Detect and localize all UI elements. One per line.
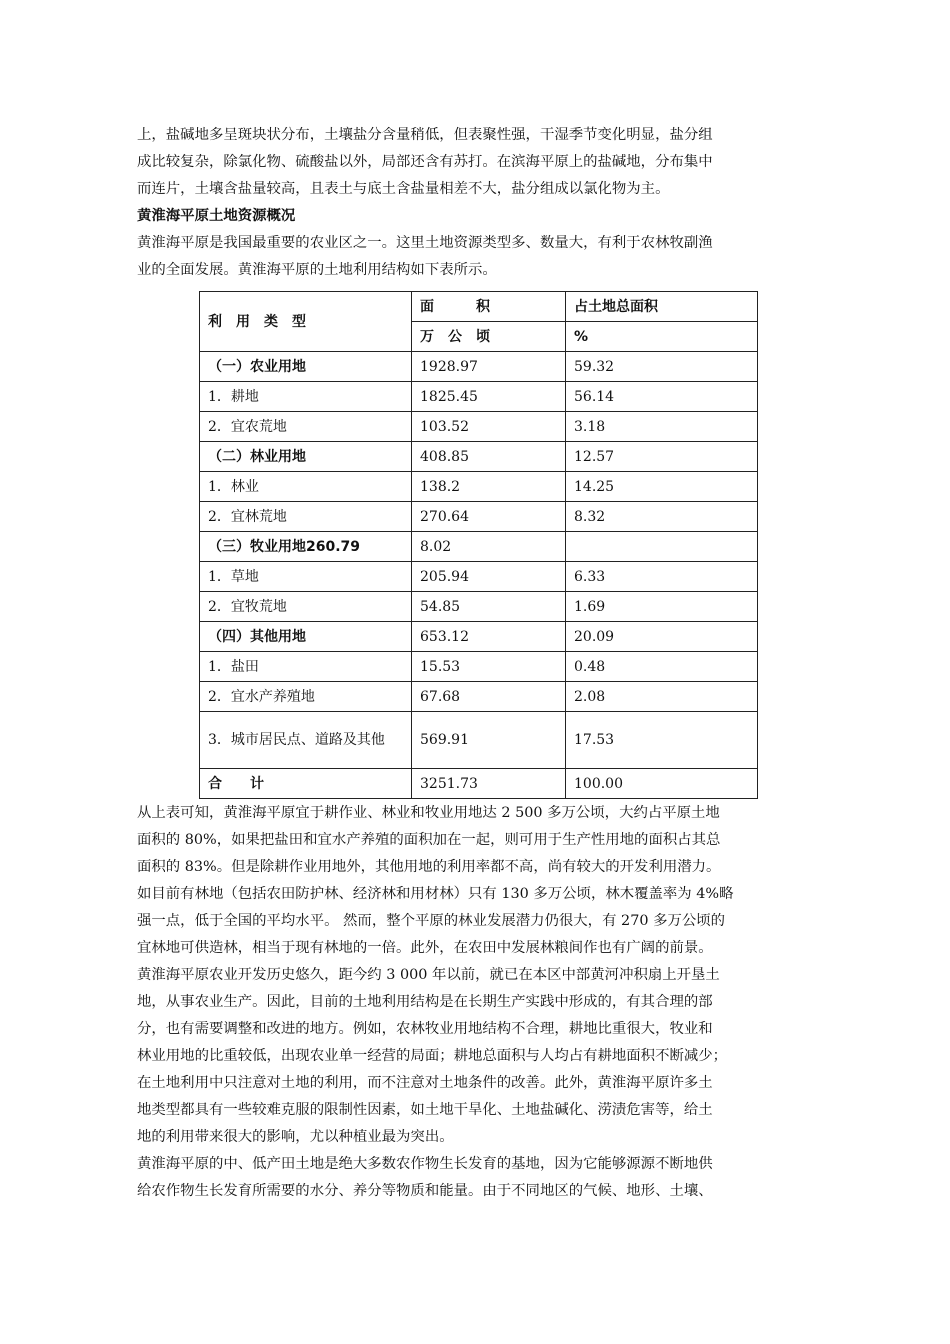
table-row (200, 562, 758, 592)
text-line: 宜林地可供造林，相当于现有林地的一倍。此外，在农田中发展林粮间作也有广阔的前景。 (137, 940, 713, 956)
text-line: 林业用地的比重较低，出现农业单一经营的局面；耕地总面积与人均占有耕地面积不断减少； (137, 1048, 728, 1064)
text-line: 成比较复杂，除氯化物、硫酸盐以外，局部还含有苏打。在滨海平原上的盐碱地，分布集中 (137, 154, 713, 170)
row-area: 205.94 (412, 562, 566, 592)
row-label: 2．宜水产养殖地 (200, 682, 412, 712)
text-line: 面积的 83%。但是除耕作业用地外，其他用地的利用率都不高，尚有较大的开发利用潜力。 (137, 859, 721, 875)
header-share: 占土地总面积 (566, 292, 758, 322)
row-label: （二）林业用地 (200, 442, 412, 472)
text-line: 从上表可知，黄淮海平原宜于耕作业、林业和牧业用地达 2 500 多万公顷，大约占平原土地 (137, 805, 720, 821)
text-line: 分，也有需要调整和改进的地方。例如，农林牧业用地结构不合理，耕地比重很大，牧业和 (137, 1021, 713, 1037)
row-area: 1928.97 (412, 352, 566, 382)
row-share: 6.33 (566, 562, 758, 592)
row-label: 1．林业 (200, 472, 412, 502)
text-line: 地，从事农业生产。因此，目前的土地利用结构是在长期生产实践中形成的，有其合理的部 (137, 994, 713, 1010)
row-area: 270.64 (412, 502, 566, 532)
text-line: 黄淮海平原的中、低产田土地是绝大多数农作物生长发育的基地，因为它能够源源不断地供 (137, 1156, 713, 1172)
header-type: 利 用 类 型 (200, 292, 412, 352)
row-share: 14.25 (566, 472, 758, 502)
row-area: 138.2 (412, 472, 566, 502)
text-line: 而连片，土壤含盐量较高，且表土与底土含盐量相差不大，盐分组成以氯化物为主。 (137, 181, 670, 197)
row-share: 0.48 (566, 652, 758, 682)
row-share: 17.53 (566, 712, 758, 769)
row-area: 15.53 (412, 652, 566, 682)
text-line: 黄淮海平原农业开发历史悠久，距今约 3 000 年以前，就已在本区中部黄河冲积扇上开垦土 (137, 967, 720, 983)
row-share: 20.09 (566, 622, 758, 652)
row-area: 103.52 (412, 412, 566, 442)
row-label: 2．宜牧荒地 (200, 592, 412, 622)
row-label: （一）农业用地 (200, 352, 412, 382)
table-row (200, 622, 758, 652)
row-area: 54.85 (412, 592, 566, 622)
row-area: 67.68 (412, 682, 566, 712)
header-share-unit: % (566, 322, 758, 352)
text-line: 在土地利用中只注意对土地的利用，而不注意对土地条件的改善。此外，黄淮海平原许多土 (137, 1075, 713, 1091)
header-area: 面 积 (412, 292, 566, 322)
table-row (200, 412, 758, 442)
row-share: 2.08 (566, 682, 758, 712)
table-row (200, 592, 758, 622)
text-line: 地类型都具有一些较难克服的限制性因素，如土地干旱化、土地盐碱化、涝渍危害等，给土 (137, 1102, 713, 1118)
total-area: 3251.73 (412, 769, 566, 799)
table-row (200, 472, 758, 502)
row-area: 569.91 (412, 712, 566, 769)
table-row (200, 352, 758, 382)
body-paragraphs (137, 800, 817, 1205)
row-label: 2．宜农荒地 (200, 412, 412, 442)
text-line: 上，盐碱地多呈斑块状分布，土壤盐分含量稍低，但表聚性强，干湿季节变化明显，盐分组 (137, 127, 713, 143)
total-label: 合 计 (200, 769, 412, 799)
row-label: （四）其他用地 (200, 622, 412, 652)
text-line: 黄淮海平原是我国最重要的农业区之一。这里土地资源类型多、数量大，有利于农林牧副渔 (137, 235, 713, 251)
row-area: 653.12 (412, 622, 566, 652)
row-share: 12.57 (566, 442, 758, 472)
text-line: 地的利用带来很大的影响，尤以种植业最为突出。 (137, 1129, 454, 1145)
text-line: 强一点，低于全国的平均水平。 然而，整个平原的林业发展潜力仍很大，有 270 多万公顷的 (137, 913, 726, 929)
section-heading: 黄淮海平原土地资源概况 (137, 208, 296, 224)
land-use-table (199, 291, 758, 799)
row-area: 408.85 (412, 442, 566, 472)
intro-paragraph (137, 122, 817, 284)
table-total-row (200, 769, 758, 799)
text-line: 如目前有林地（包括农田防护林、经济林和用材林）只有 130 多万公顷，林木覆盖率为 4%略 (137, 886, 734, 902)
table-row (200, 532, 758, 562)
row-label: 1．盐田 (200, 652, 412, 682)
table-row (200, 382, 758, 412)
row-label: 1．草地 (200, 562, 412, 592)
text-line: 面积的 80%，如果把盐田和宜水产养殖的面积加在一起，则可用于生产性用地的面积占其总 (137, 832, 721, 848)
table-row (200, 682, 758, 712)
row-share: 56.14 (566, 382, 758, 412)
row-label: 1．耕地 (200, 382, 412, 412)
header-area-unit: 万 公 顷 (412, 322, 566, 352)
row-share: 3.18 (566, 412, 758, 442)
table-row (200, 712, 758, 769)
row-share: 59.32 (566, 352, 758, 382)
row-area: 1825.45 (412, 382, 566, 412)
text-line: 给农作物生长发育所需要的水分、养分等物质和能量。由于不同地区的气候、地形、土壤、 (137, 1183, 713, 1199)
row-share: 8.32 (566, 502, 758, 532)
row-share (566, 532, 758, 562)
table-row (200, 502, 758, 532)
row-label: （三）牧业用地260.79 (200, 532, 412, 562)
total-share: 100.00 (566, 769, 758, 799)
table-row (200, 442, 758, 472)
row-share: 1.69 (566, 592, 758, 622)
row-label: 3．城市居民点、道路及其他 (200, 712, 412, 769)
table-row (200, 652, 758, 682)
row-label: 2．宜林荒地 (200, 502, 412, 532)
text-line: 业的全面发展。黄淮海平原的土地利用结构如下表所示。 (137, 262, 497, 278)
table-header-row (200, 292, 758, 322)
row-area: 8.02 (412, 532, 566, 562)
